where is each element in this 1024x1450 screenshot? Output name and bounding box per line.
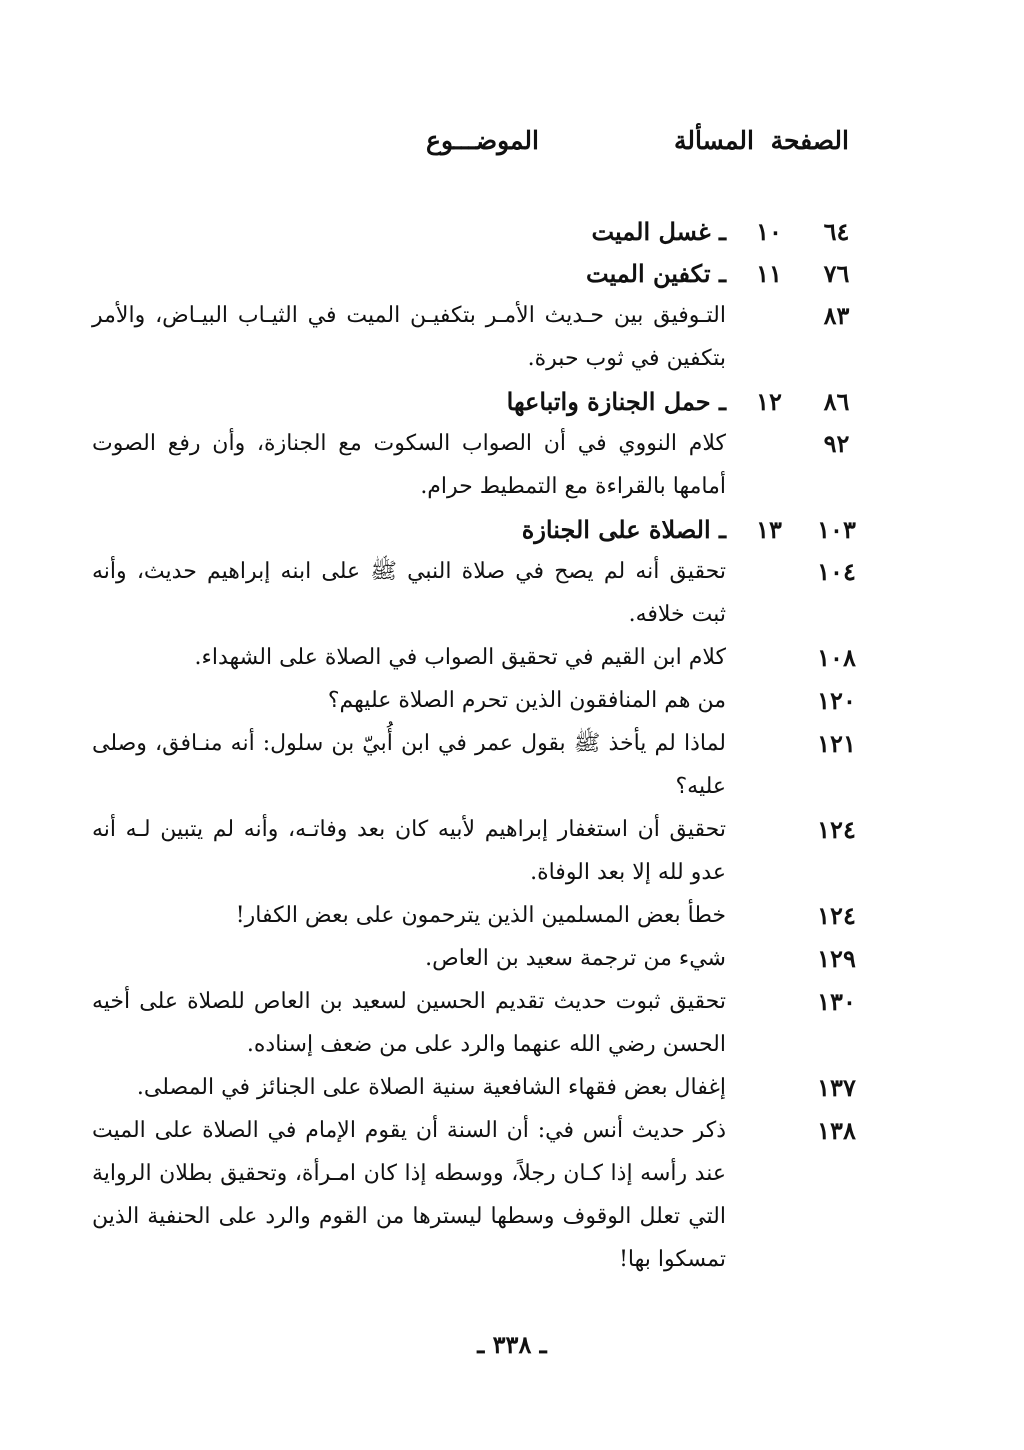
entry-topic-text: خطأ بعض المسلمين الذين يترحمون على بعض الكفار! <box>235 903 726 928</box>
entry-page-number: ٨٦ <box>823 387 850 416</box>
table-header <box>90 126 849 170</box>
entry-topic-text: تحقيق أن استغفار إبراهيم لأبيه كان بعد وفاتـه، وأنه لم يتبين لـه أنه عدو لله إلا بعد الوفاة. <box>92 817 726 885</box>
entry-issue-number: ١٠ <box>756 217 782 246</box>
entry-page-number: ١٢٠ <box>817 686 856 715</box>
index-entries <box>92 210 864 1281</box>
page-number: ـ ٣٣٨ ـ <box>477 1330 547 1359</box>
entry-page-number: ٦٤ <box>823 217 850 246</box>
topic-entry <box>92 550 864 636</box>
entry-topic-text: تحقيق ثبوت حديث تقديم الحسين لسعيد بن العاص للصلاة على أخيه الحسن رضي الله عنهما والرد على من ضعف إسناده. <box>92 989 726 1057</box>
header-page-column: الصفحة <box>770 126 849 155</box>
entry-page-number: ١٣٧ <box>817 1073 856 1102</box>
topic-entry <box>92 894 864 937</box>
topic-entry <box>92 294 864 380</box>
entry-issue-number: ١٣ <box>756 515 782 544</box>
entry-topic-text: كلام ابن القيم في تحقيق الصواب في الصلاة على الشهداء. <box>194 645 726 670</box>
header-topic-column: الموضـــوع <box>426 126 539 155</box>
topic-entry <box>92 1066 864 1109</box>
entry-page-number: ١٢٩ <box>817 944 856 973</box>
topic-entry <box>92 636 864 679</box>
topic-entry <box>92 1109 864 1281</box>
entry-topic-text: شيء من ترجمة سعيد بن العاص. <box>425 946 726 971</box>
entry-topic-text: لماذا لم يأخذ ﷺ بقول عمر في ابن أُبيّ بن سلول: أنه منـافق، وصلى عليه؟ <box>92 731 726 799</box>
entry-page-number: ٨٣ <box>823 301 850 330</box>
section-heading-entry <box>92 210 864 252</box>
entry-page-number: ٩٢ <box>823 429 850 458</box>
entry-heading-title: ـ حمل الجنازة واتباعها <box>506 387 726 416</box>
topic-entry <box>92 722 864 808</box>
entry-page-number: ٧٦ <box>823 259 850 288</box>
entry-topic-text: كلام النووي في أن الصواب السكوت مع الجنازة، وأن رفع الصوت أمامها بالقراءة مع التمطيط حرام. <box>92 431 726 499</box>
section-heading-entry <box>92 252 864 294</box>
entry-page-number: ١٣٠ <box>817 987 856 1016</box>
topic-entry <box>92 422 864 508</box>
entry-topic-text: التـوفيق بين حـديث الأمـر بتكفيـن الميت في الثيـاب البيـاض، والأمر بتكفين في ثوب حبرة. <box>92 303 726 371</box>
entry-topic-text: من هم المنافقون الذين تحرم الصلاة عليهم؟ <box>327 688 726 713</box>
entry-heading-title: ـ الصلاة على الجنازة <box>521 515 726 544</box>
topic-entry <box>92 808 864 894</box>
section-heading-entry <box>92 380 864 422</box>
entry-page-number: ١٠٨ <box>817 643 856 672</box>
entry-topic-text: تحقيق أنه لم يصح في صلاة النبي ﷺ على ابنه إبراهيم حديث، وأنه ثبت خلافه. <box>92 559 726 627</box>
entry-topic-text: إغفال بعض فقهاء الشافعية سنية الصلاة على الجنائز في المصلى. <box>136 1075 726 1100</box>
section-heading-entry <box>92 508 864 550</box>
header-issue-column: المسألة <box>674 126 754 155</box>
entry-heading-title: ـ غسل الميت <box>591 217 726 246</box>
topic-entry <box>92 937 864 980</box>
topic-entry <box>92 679 864 722</box>
entry-issue-number: ١٢ <box>756 387 782 416</box>
topic-entry <box>92 980 864 1066</box>
entry-page-number: ١٣٨ <box>817 1116 856 1145</box>
entry-issue-number: ١١ <box>756 259 782 288</box>
entry-page-number: ١٢٤ <box>817 901 856 930</box>
entry-heading-title: ـ تكفين الميت <box>586 259 726 288</box>
entry-page-number: ١٢٤ <box>817 815 856 844</box>
entry-page-number: ١٢١ <box>817 729 856 758</box>
entry-page-number: ١٠٤ <box>817 557 856 586</box>
entry-topic-text: ذكر حديث أنس في: أن السنة أن يقوم الإمام في الصلاة على الميت عند رأسه إذا كـان رجلاً، ووسطه إذا كان امـرأة، وتحقيق بطلان الرواية التي تعلل الوقوف وسطها ليسترها من القوم والرد على الحنفية الذين تمسكوا بها! <box>92 1118 726 1272</box>
entry-page-number: ١٠٣ <box>817 515 856 544</box>
